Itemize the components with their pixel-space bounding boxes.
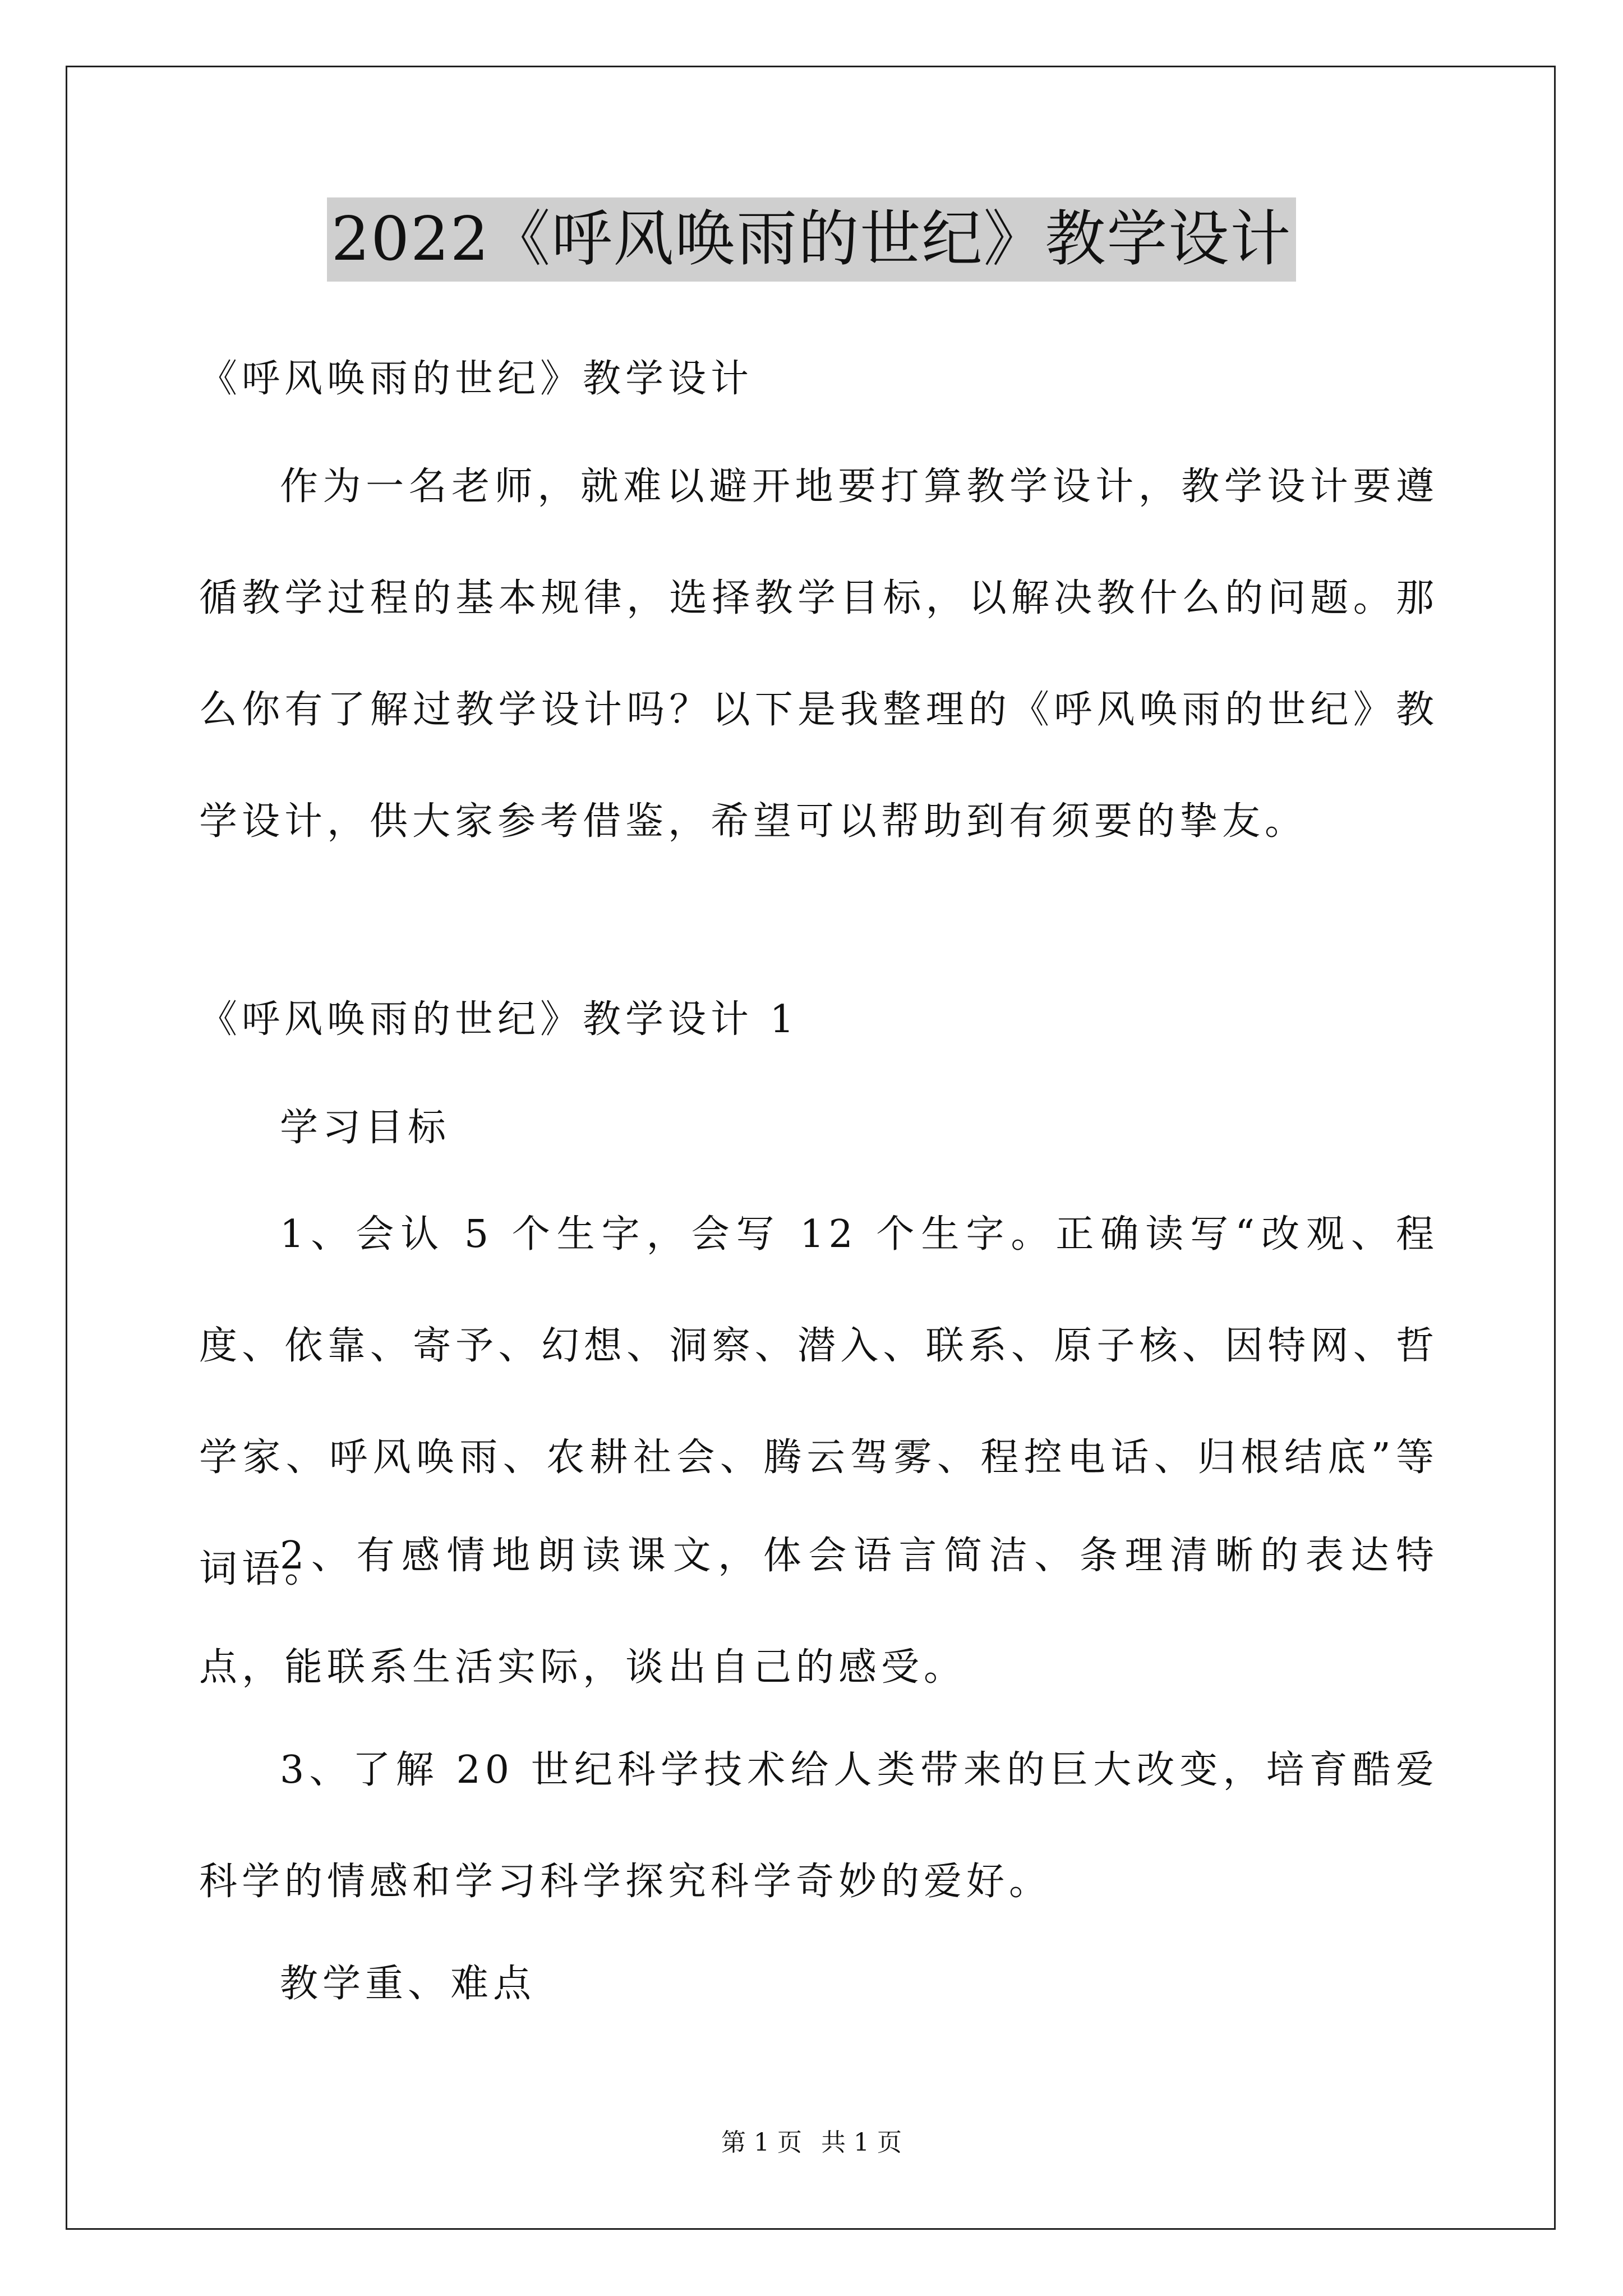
objectives-heading: 学习目标 <box>280 1106 451 1150</box>
page-footer <box>0 2126 1623 2160</box>
objective-3: 3、了解 20 世纪科学技术给人类带来的巨大改变，培育酷爱科学的情感和学习科学探究科学奇妙的爱好。 <box>199 1748 1438 1904</box>
subtitle: 《呼风唤雨的世纪》教学设计 <box>199 357 754 401</box>
title-container <box>0 197 1623 282</box>
page-number: 第 1 页 <box>721 2128 802 2157</box>
page-total: 共 1 页 <box>821 2128 902 2157</box>
key-points-heading: 教学重、难点 <box>280 1962 536 2006</box>
document-title: 2022《呼风唤雨的世纪》教学设计 <box>327 197 1297 282</box>
intro-paragraph: 作为一名老师，就难以避开地要打算教学设计，教学设计要遵循教学过程的基本规律，选择教学目标，以解决教什么的问题。那么你有了解过教学设计吗？以下是我整理的《呼风唤雨的世纪》教学设计，供大家参考借鉴，希望可以帮助到有须要的挚友。 <box>199 464 1438 844</box>
objective-1: 1、会认 5 个生字，会写 12 个生字。正确读写“改观、程度、依靠、寄予、幻想、洞察、潜入、联系、原子核、因特网、哲学家、呼风唤雨、农耕社会、腾云驾雾、程控电话、归根结底”等词语。 <box>199 1212 1439 1591</box>
objective-2: 2、有感情地朗读课文，体会语言简洁、条理清晰的表达特点，能联系生活实际，谈出自己的感受。 <box>199 1534 1438 1690</box>
section-heading: 《呼风唤雨的世纪》教学设计 1 <box>199 997 799 1042</box>
